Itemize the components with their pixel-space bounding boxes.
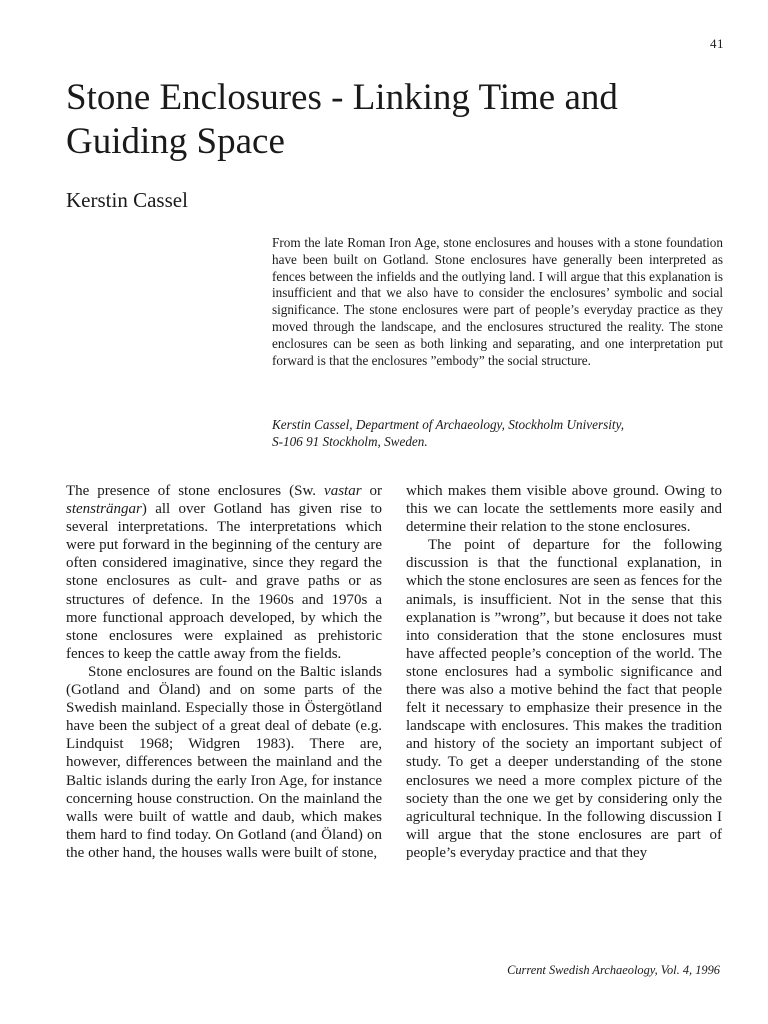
article-title: Stone Enclosures - Linking Time and Guiding Space [66,77,618,162]
page-number: 41 [710,36,724,51]
text-run: ) all over Gotland has given rise to several interpretations. The interpretations which were put forward in the beginning of the century are often considered imaginative, since they regard the stone enclosures as cult- and grave paths or as structures of defence. In the 1960s and 1970s a more functional approach developed, by which the stone enclosures were explained as prehistoric fences to keep the cattle away from the fields. [66,501,382,662]
swedish-term: stensträngar [66,501,142,518]
body-paragraph [66,482,382,663]
body-paragraph: The point of departure for the following discussion is that the functional explanation, in which the stone enclosures are seen as fences for the animals, is insufficient. Not in the sense that this explanation is ”wrong”, but because it does not take into consideration that the stone enclosures must have affected people’s conception of the world. The stone enclosures had a symbolic significance and there was also a motive behind the fact that people felt it necessary to emphasize their presence in the landscape with enclosures. This makes the tradition and history of the society an important subject of study. To get a deeper understanding of the stone enclosures we need a more complex picture of the society than the one we get by considering only the agricultural technique. In the following discussion I will argue that the stone enclosures are part of people’s everyday practice and that they [406,537,722,861]
swedish-term: vastar [324,483,362,499]
affiliation-line-1: Kerstin Cassel, Department of Archaeology, Stockholm University, [272,417,624,432]
text-run: or [361,483,382,499]
body-paragraph: which makes them visible above ground. Owing to this we can locate the settlements more easily and determine their relation to the stone enclosures. [406,483,722,536]
body-column-left [66,482,382,862]
author-name: Kerstin Cassel [66,188,188,212]
abstract: From the late Roman Iron Age, stone enclosures and houses with a stone foundation have been built on Gotland. Stone enclosures have generally been interpreted as fences between the infields and the outlying land. I will argue that this explanation is insufficient and that we also have to consider the enclosures’ symbolic and social significance. The stone enclosures were part of people’s everyday practice as they moved through the landscape, and the enclosures structured the reality. The stone enclosures can be seen as both linking and separating, and one interpretation put forward is that the enclosures ”embody” the social structure. [272,235,723,368]
journal-footer: Current Swedish Archaeology, Vol. 4, 1996 [507,963,720,977]
author-affiliation [272,417,723,451]
affiliation-line-2: S-106 91 Stockholm, Sweden. [272,433,428,449]
text-run: The presence of stone enclosures (Sw. [66,483,325,499]
body-column-right [406,482,722,862]
body-paragraph: Stone enclosures are found on the Baltic islands (Gotland and Öland) and on some parts of the Swedish mainland. Especially those in Östergötland have been the subject of a great deal of debate (e.g. Lindquist 1968; Widgren 1983). There are, however, differences between the mainland and the Baltic islands during the early Iron Age, for instance concerning house construction. On the mainland the walls were built of wattle and daub, which makes them hard to find today. On Gotland (and Öland) on the other hand, the houses walls were built of stone, [66,663,382,861]
